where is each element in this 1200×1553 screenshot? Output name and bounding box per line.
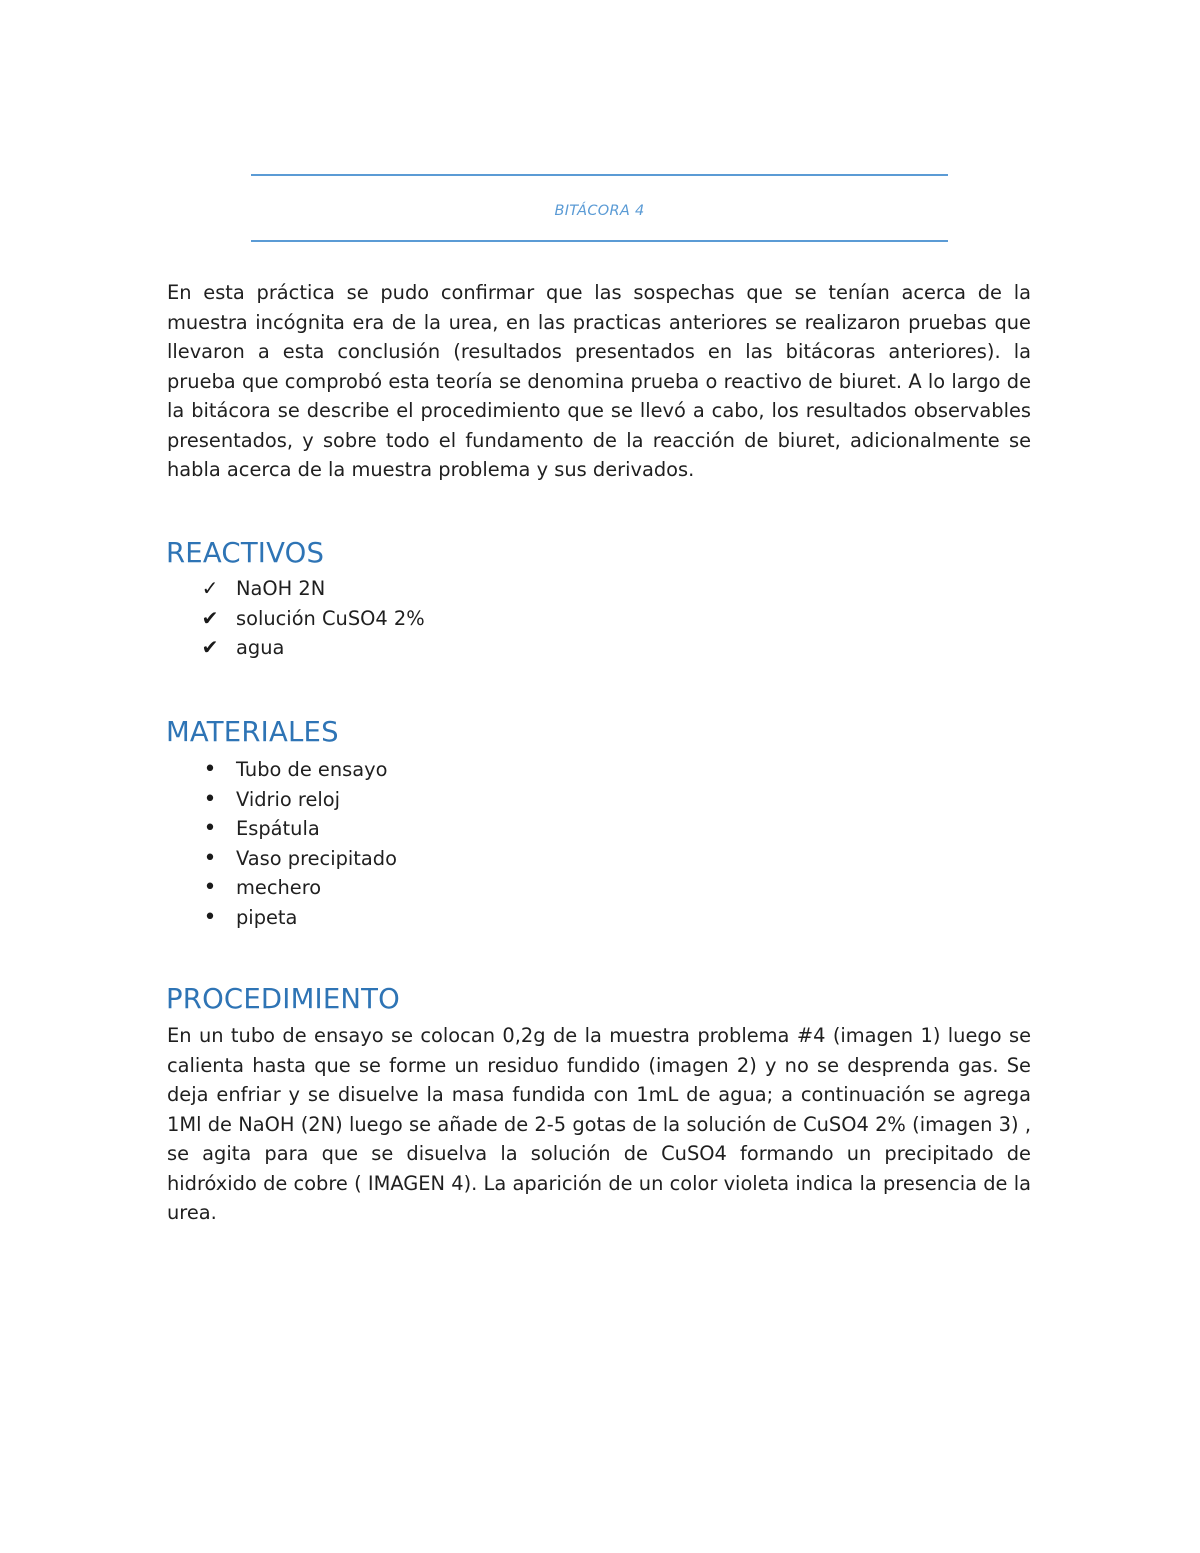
check-icon: ✔ [201, 635, 219, 659]
document-title: BITÁCORA 4 [554, 203, 645, 219]
list-item-text: solución CuSO4 2% [236, 606, 425, 630]
list-item-text: Vidrio reloj [236, 787, 341, 811]
procedimiento-paragraph: En un tubo de ensayo se colocan 0,2g de la muestra problema #4 (imagen 1) luego se calienta hasta que se forme un residuo fundido (imagen 2) y no se desprenda gas. Se deja enfriar y se disuelve la masa fundida con 1mL de agua; a continuación se agrega 1Ml de NaOH (2N) luego se añade de 2-5 gotas de la solución de CuSO4 2% (imagen 3) , se agita para que se disuelva la solución de CuSO4 formando un precipitado de hidróxido de cobre ( IMAGEN 4). La aparición de un color violeta indica la presencia de la urea. [167, 1024, 1031, 1224]
check-icon: ✔ [201, 605, 219, 630]
list-item-text: NaOH 2N [236, 577, 326, 600]
bullet-icon: • [203, 845, 217, 871]
list-item-text: pipeta [236, 905, 298, 929]
list-item-text: Espátula [236, 817, 320, 840]
check-icon: ✓ [201, 576, 219, 600]
list-item-text: Tubo de ensayo [236, 758, 388, 781]
list-item-text: mechero [236, 876, 322, 899]
list-item-text: agua [236, 636, 285, 659]
materiales-heading: MATERIALES [166, 716, 339, 748]
procedimiento-heading: PROCEDIMIENTO [166, 983, 401, 1015]
bullet-icon: • [203, 904, 217, 930]
title-block [251, 174, 948, 242]
bullet-icon: • [203, 786, 217, 812]
title-bottom-rule [251, 240, 948, 242]
reactivos-heading: REACTIVOS [166, 537, 325, 569]
list-item-text: Vaso precipitado [236, 846, 397, 870]
bullet-icon: • [203, 816, 217, 841]
intro-paragraph: En esta práctica se pudo confirmar que las sospechas que se tenían acerca de la muestra incógnita era de la urea, en las practicas anteriores se realizaron pruebas que llevaron a esta conclusión (resultados presentados en las bitácoras anteriores). la prueba que comprobó esta teoría se denomina prueba o reactivo de biuret. A lo largo de la bitácora se describe el procedimiento que se llevó a cabo, los resultados observables presentados, y sobre todo el fundamento de la reacción de biuret, adicionalmente se habla acerca de la muestra problema y sus derivados. [167, 281, 1031, 481]
bullet-icon: • [203, 757, 217, 782]
bullet-icon: • [203, 875, 217, 900]
